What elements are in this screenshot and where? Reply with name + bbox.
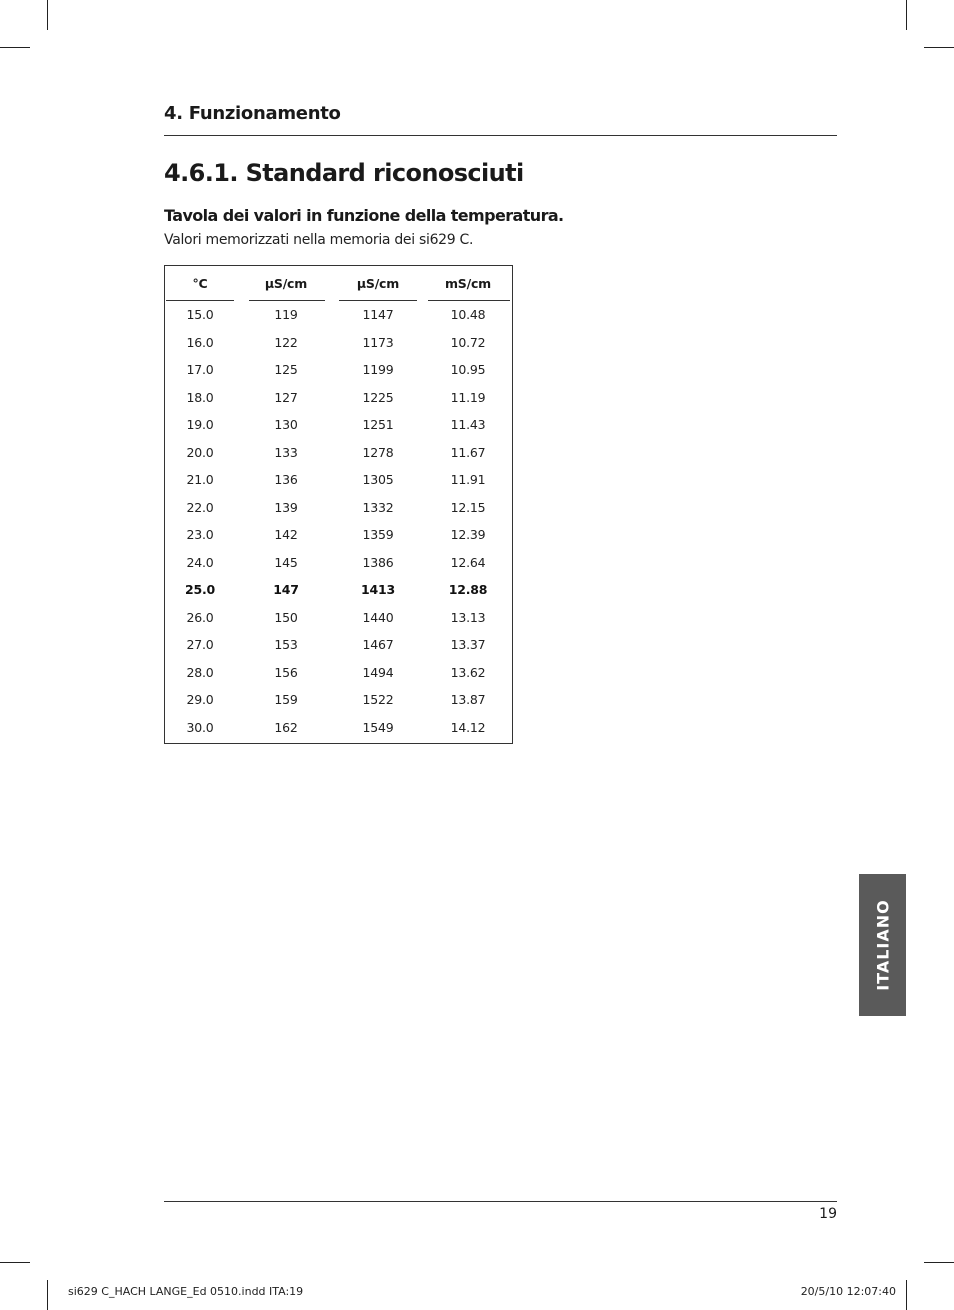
table-cell: 19.0 bbox=[186, 417, 214, 432]
table-cell: 1494 bbox=[362, 664, 394, 680]
language-tab bbox=[859, 874, 906, 1016]
table-row bbox=[165, 445, 512, 465]
table-cell: 147 bbox=[273, 582, 299, 597]
table-cell: 142 bbox=[274, 527, 298, 542]
footer-divider bbox=[164, 1201, 837, 1202]
table-row bbox=[165, 390, 512, 410]
table-cell: 1549 bbox=[362, 719, 394, 735]
table-cell: 153 bbox=[274, 637, 298, 652]
table-cell: 1332 bbox=[362, 499, 394, 515]
page-title: 4.6.1. Standard riconosciuti bbox=[164, 159, 524, 187]
table-cell: 119 bbox=[274, 307, 298, 322]
table-cell: 16.0 bbox=[186, 334, 214, 350]
column-header-rule bbox=[166, 300, 234, 301]
table-cell: 10.72 bbox=[450, 334, 486, 350]
crop-mark bbox=[47, 1280, 48, 1310]
column-header-conductivity-mid: µS/cm bbox=[356, 276, 400, 291]
column-header-conductivity-low: µS/cm bbox=[264, 276, 308, 291]
table-cell: 1199 bbox=[362, 362, 394, 377]
column-header-rule bbox=[249, 300, 325, 301]
crop-mark bbox=[924, 1262, 954, 1263]
table-row bbox=[165, 692, 512, 712]
table-cell: 122 bbox=[274, 334, 298, 350]
table-cell: 136 bbox=[274, 472, 298, 487]
table-cell: 150 bbox=[274, 609, 298, 625]
table-cell: 13.62 bbox=[450, 664, 486, 680]
table-cell: 26.0 bbox=[186, 609, 214, 625]
print-slug-date: 20/5/10 12:07:40 bbox=[800, 1285, 896, 1298]
table-cell: 20.0 bbox=[186, 444, 214, 460]
table-row bbox=[165, 610, 512, 630]
table-row bbox=[165, 720, 512, 740]
table-cell: 1440 bbox=[362, 609, 394, 625]
table-cell: 159 bbox=[274, 692, 298, 707]
table-row bbox=[165, 335, 512, 355]
table-row bbox=[165, 417, 512, 437]
table-cell: 1413 bbox=[361, 582, 395, 597]
table-cell: 13.13 bbox=[450, 609, 486, 625]
table-cell: 28.0 bbox=[186, 664, 214, 680]
table-cell: 145 bbox=[274, 554, 298, 570]
table-cell: 1522 bbox=[362, 692, 394, 707]
table-cell: 125 bbox=[274, 362, 298, 377]
table-cell: 1278 bbox=[362, 444, 394, 460]
table-cell: 13.87 bbox=[450, 692, 486, 707]
table-cell: 11.67 bbox=[450, 444, 486, 460]
table-row bbox=[165, 637, 512, 657]
table-cell: 162 bbox=[274, 719, 298, 735]
table-row bbox=[165, 307, 512, 327]
table-cell: 130 bbox=[274, 417, 298, 432]
table-cell: 12.64 bbox=[450, 554, 486, 570]
crop-mark bbox=[0, 1262, 30, 1263]
column-header-temperature: °C bbox=[192, 276, 208, 291]
table-cell: 12.88 bbox=[448, 582, 488, 597]
table-cell: 30.0 bbox=[186, 719, 214, 735]
table-cell: 18.0 bbox=[186, 389, 214, 405]
table-cell: 25.0 bbox=[184, 582, 216, 597]
table-row bbox=[165, 555, 512, 575]
header-divider bbox=[164, 135, 837, 136]
standards-table bbox=[164, 265, 513, 744]
table-cell: 12.15 bbox=[450, 499, 486, 515]
table-cell: 11.19 bbox=[450, 389, 486, 405]
table-cell: 1147 bbox=[362, 307, 394, 322]
table-cell: 127 bbox=[274, 389, 298, 405]
table-heading: Tavola dei valori in funzione della temperatura. bbox=[164, 206, 564, 225]
column-header-rule bbox=[339, 300, 417, 301]
table-cell: 22.0 bbox=[186, 499, 214, 515]
section-header: 4. Funzionamento bbox=[164, 103, 341, 124]
table-row bbox=[165, 500, 512, 520]
table-row bbox=[165, 362, 512, 382]
table-row bbox=[165, 472, 512, 492]
table-cell: 156 bbox=[274, 664, 298, 680]
table-subheading: Valori memorizzati nella memoria dei si629 C. bbox=[164, 232, 474, 248]
table-row bbox=[165, 582, 512, 602]
table-cell: 1305 bbox=[362, 472, 394, 487]
table-cell: 133 bbox=[274, 444, 298, 460]
column-header-rule bbox=[428, 300, 510, 301]
table-cell: 11.43 bbox=[450, 417, 486, 432]
table-cell: 139 bbox=[274, 499, 298, 515]
table-cell: 10.95 bbox=[450, 362, 486, 377]
table-cell: 13.37 bbox=[450, 637, 486, 652]
crop-mark bbox=[906, 0, 907, 30]
table-cell: 29.0 bbox=[186, 692, 214, 707]
table-cell: 21.0 bbox=[186, 472, 214, 487]
table-cell: 12.39 bbox=[450, 527, 486, 542]
table-cell: 27.0 bbox=[186, 637, 214, 652]
table-cell: 14.12 bbox=[450, 719, 486, 735]
table-cell: 1173 bbox=[362, 334, 394, 350]
table-row bbox=[165, 665, 512, 685]
table-cell: 1251 bbox=[362, 417, 394, 432]
crop-mark bbox=[47, 0, 48, 30]
table-cell: 1386 bbox=[362, 554, 394, 570]
table-cell: 11.91 bbox=[450, 472, 486, 487]
table-cell: 15.0 bbox=[186, 307, 214, 322]
crop-mark bbox=[0, 47, 30, 48]
table-row bbox=[165, 527, 512, 547]
crop-mark bbox=[906, 1280, 907, 1310]
language-tab-label: ITALIANO bbox=[873, 899, 892, 991]
table-cell: 17.0 bbox=[186, 362, 214, 377]
table-cell: 24.0 bbox=[186, 554, 214, 570]
crop-mark bbox=[924, 47, 954, 48]
table-cell: 1225 bbox=[362, 389, 394, 405]
column-header-conductivity-high: mS/cm bbox=[444, 276, 492, 291]
table-cell: 10.48 bbox=[450, 307, 486, 322]
table-cell: 23.0 bbox=[186, 527, 214, 542]
page-number: 19 bbox=[819, 1206, 837, 1222]
table-cell: 1359 bbox=[362, 527, 394, 542]
table-cell: 1467 bbox=[362, 637, 394, 652]
print-slug-file: si629 C_HACH LANGE_Ed 0510.indd ITA:19 bbox=[68, 1285, 304, 1298]
